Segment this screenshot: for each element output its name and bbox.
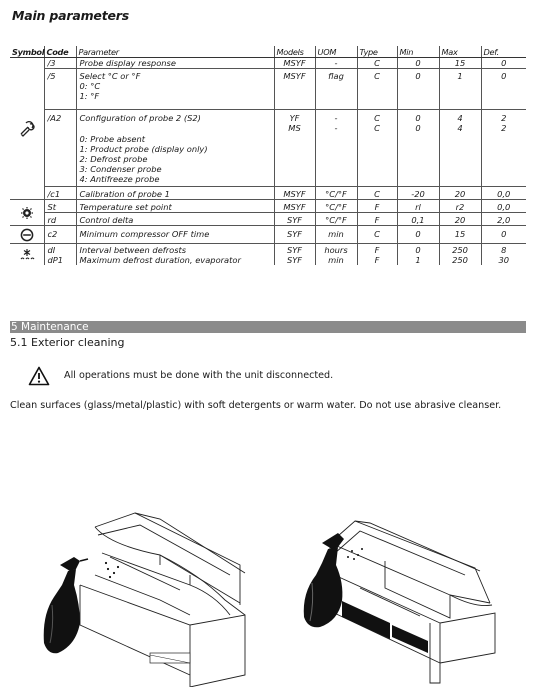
max-value: 250 bbox=[452, 245, 468, 255]
min-cell: 0,1 bbox=[397, 213, 439, 226]
wrench-icon bbox=[13, 120, 41, 138]
def-value: 30 bbox=[498, 255, 510, 265]
type-cell: C bbox=[357, 226, 397, 244]
min-cell bbox=[397, 110, 439, 187]
def-cell: 0,0 bbox=[481, 187, 526, 200]
table-row bbox=[10, 69, 526, 110]
header-uom: UOM bbox=[315, 46, 357, 58]
models-cell bbox=[274, 110, 315, 187]
uom-cell: min bbox=[315, 226, 357, 244]
param-cell: Calibration of probe 1 bbox=[76, 187, 274, 200]
header-code: Code bbox=[44, 46, 76, 58]
header-symbol: Symbol bbox=[12, 46, 45, 57]
param-line: Configuration of probe 2 (S2) bbox=[79, 113, 201, 123]
code-cell: St bbox=[44, 200, 76, 213]
min-value: 1 bbox=[415, 255, 421, 265]
param-cell bbox=[76, 244, 274, 266]
page-title: Main parameters bbox=[12, 8, 129, 23]
header-models: Models bbox=[274, 46, 315, 58]
models-cell: MSYF bbox=[274, 187, 315, 200]
uom-value: min bbox=[328, 255, 344, 265]
type-cell: C bbox=[357, 187, 397, 200]
header-type: Type bbox=[357, 46, 397, 58]
param-line: 0: °C bbox=[79, 81, 101, 91]
type-cell: F bbox=[357, 213, 397, 226]
type-value: F bbox=[374, 255, 380, 265]
param-cell bbox=[76, 69, 274, 110]
def-value: 2 bbox=[501, 123, 507, 133]
min-cell bbox=[397, 244, 439, 266]
max-cell: 15 bbox=[439, 226, 481, 244]
symbol-cell bbox=[10, 244, 44, 266]
parameters-table bbox=[10, 46, 526, 265]
min-value: 0 bbox=[415, 113, 421, 123]
param-line: Interval between defrosts bbox=[79, 245, 187, 255]
param-cell: Control delta bbox=[76, 213, 274, 226]
code-cell: rd bbox=[44, 213, 76, 226]
uom-value: hours bbox=[324, 245, 348, 255]
type-cell: C bbox=[357, 58, 397, 69]
param-line: 3: Condenser probe bbox=[79, 164, 162, 174]
param-line: 1: Product probe (display only) bbox=[79, 144, 208, 154]
models-cell: SYF bbox=[274, 226, 315, 244]
type-cell bbox=[357, 110, 397, 187]
uom-cell bbox=[315, 110, 357, 187]
param-line: Select °C or °F bbox=[79, 71, 141, 81]
defrost-icon bbox=[13, 248, 41, 262]
cleaning-instructions: Clean surfaces (glass/metal/plastic) with soft detergents or warm water. Do not use abrasive cleanser. bbox=[10, 400, 502, 411]
models-cell: MSYF bbox=[274, 58, 315, 69]
uom-value: - bbox=[334, 113, 338, 123]
models-value: SYF bbox=[286, 255, 303, 265]
code-cell: /5 bbox=[44, 69, 76, 110]
def-cell: 0,0 bbox=[481, 200, 526, 213]
table-row bbox=[10, 226, 526, 244]
type-value: C bbox=[374, 123, 380, 133]
display-case-cleaning-drawing-left bbox=[40, 505, 252, 687]
max-value: 250 bbox=[452, 255, 468, 265]
code-cell bbox=[44, 244, 76, 266]
spray-bottle-icon bbox=[44, 557, 88, 653]
code-value: dI bbox=[47, 245, 56, 255]
models-value: YF bbox=[289, 113, 300, 123]
thermostat-icon bbox=[13, 206, 41, 220]
uom-cell: °C/°F bbox=[315, 187, 357, 200]
table-row bbox=[10, 213, 526, 226]
table-row bbox=[10, 58, 526, 69]
section-heading: 5 Maintenance bbox=[10, 321, 526, 333]
uom-cell bbox=[315, 244, 357, 266]
models-cell bbox=[274, 244, 315, 266]
param-cell: Minimum compressor OFF time bbox=[76, 226, 274, 244]
type-cell: C bbox=[357, 69, 397, 110]
def-value: 8 bbox=[501, 245, 507, 255]
max-cell: 20 bbox=[439, 187, 481, 200]
header-max: Max bbox=[439, 46, 481, 58]
warning-icon bbox=[28, 366, 50, 386]
warning-text: All operations must be done with the unit disconnected. bbox=[64, 370, 334, 381]
min-cell: -20 bbox=[397, 187, 439, 200]
param-line: 1: °F bbox=[79, 91, 100, 101]
def-cell: 0 bbox=[481, 69, 526, 110]
header-def: Def. bbox=[481, 46, 526, 58]
table-row bbox=[10, 187, 526, 200]
max-value: 4 bbox=[457, 123, 463, 133]
spray-bottle-icon bbox=[304, 533, 344, 627]
param-line: 2: Defrost probe bbox=[79, 154, 148, 164]
models-cell: MSYF bbox=[274, 69, 315, 110]
min-cell: 0 bbox=[397, 69, 439, 110]
param-line: 0: Probe absent bbox=[79, 134, 145, 144]
table-row bbox=[10, 200, 526, 213]
max-value: 4 bbox=[457, 113, 463, 123]
max-cell: 1 bbox=[439, 69, 481, 110]
code-cell: c2 bbox=[44, 226, 76, 244]
def-value: 2 bbox=[501, 113, 507, 123]
min-cell: 0 bbox=[397, 58, 439, 69]
section-subheading: 5.1 Exterior cleaning bbox=[10, 336, 125, 349]
def-cell: 0 bbox=[481, 226, 526, 244]
code-cell: /A2 bbox=[44, 110, 76, 187]
uom-value: - bbox=[334, 123, 338, 133]
def-cell bbox=[481, 110, 526, 187]
symbol-cell bbox=[10, 200, 44, 226]
min-value: 0 bbox=[415, 245, 421, 255]
uom-cell: - bbox=[315, 58, 357, 69]
code-value: dP1 bbox=[47, 255, 64, 265]
max-cell: 15 bbox=[439, 58, 481, 69]
type-value: F bbox=[374, 245, 380, 255]
type-value: C bbox=[374, 113, 380, 123]
table-row bbox=[10, 110, 526, 187]
param-cell: Probe display response bbox=[76, 58, 274, 69]
min-cell: 0 bbox=[397, 226, 439, 244]
type-cell bbox=[357, 244, 397, 266]
def-cell: 0 bbox=[481, 58, 526, 69]
models-cell: MSYF bbox=[274, 200, 315, 213]
param-line: Maximum defrost duration, evaporator bbox=[79, 255, 241, 265]
header-parameter: Parameter bbox=[76, 46, 274, 58]
def-cell bbox=[481, 244, 526, 266]
table-header bbox=[10, 46, 526, 58]
uom-cell: flag bbox=[315, 69, 357, 110]
compressor-icon bbox=[13, 228, 41, 242]
code-cell: /3 bbox=[44, 58, 76, 69]
display-case-cleaning-drawing-right bbox=[300, 513, 500, 685]
models-value: MS bbox=[288, 123, 301, 133]
def-cell: 2,0 bbox=[481, 213, 526, 226]
param-line: 4: Antifreeze probe bbox=[79, 174, 160, 184]
min-cell: rl bbox=[397, 200, 439, 213]
max-cell: r2 bbox=[439, 200, 481, 213]
code-cell: /c1 bbox=[44, 187, 76, 200]
uom-cell: °C/°F bbox=[315, 200, 357, 213]
models-cell: SYF bbox=[274, 213, 315, 226]
uom-cell: °C/°F bbox=[315, 213, 357, 226]
type-cell: F bbox=[357, 200, 397, 213]
max-cell bbox=[439, 110, 481, 187]
max-cell: 20 bbox=[439, 213, 481, 226]
symbol-cell bbox=[10, 58, 44, 200]
min-value: 0 bbox=[415, 123, 421, 133]
param-cell bbox=[76, 110, 274, 187]
table-row bbox=[10, 244, 526, 266]
header-min: Min bbox=[397, 46, 439, 58]
symbol-cell bbox=[10, 226, 44, 244]
param-cell: Temperature set point bbox=[76, 200, 274, 213]
models-value: SYF bbox=[286, 245, 303, 255]
max-cell bbox=[439, 244, 481, 266]
